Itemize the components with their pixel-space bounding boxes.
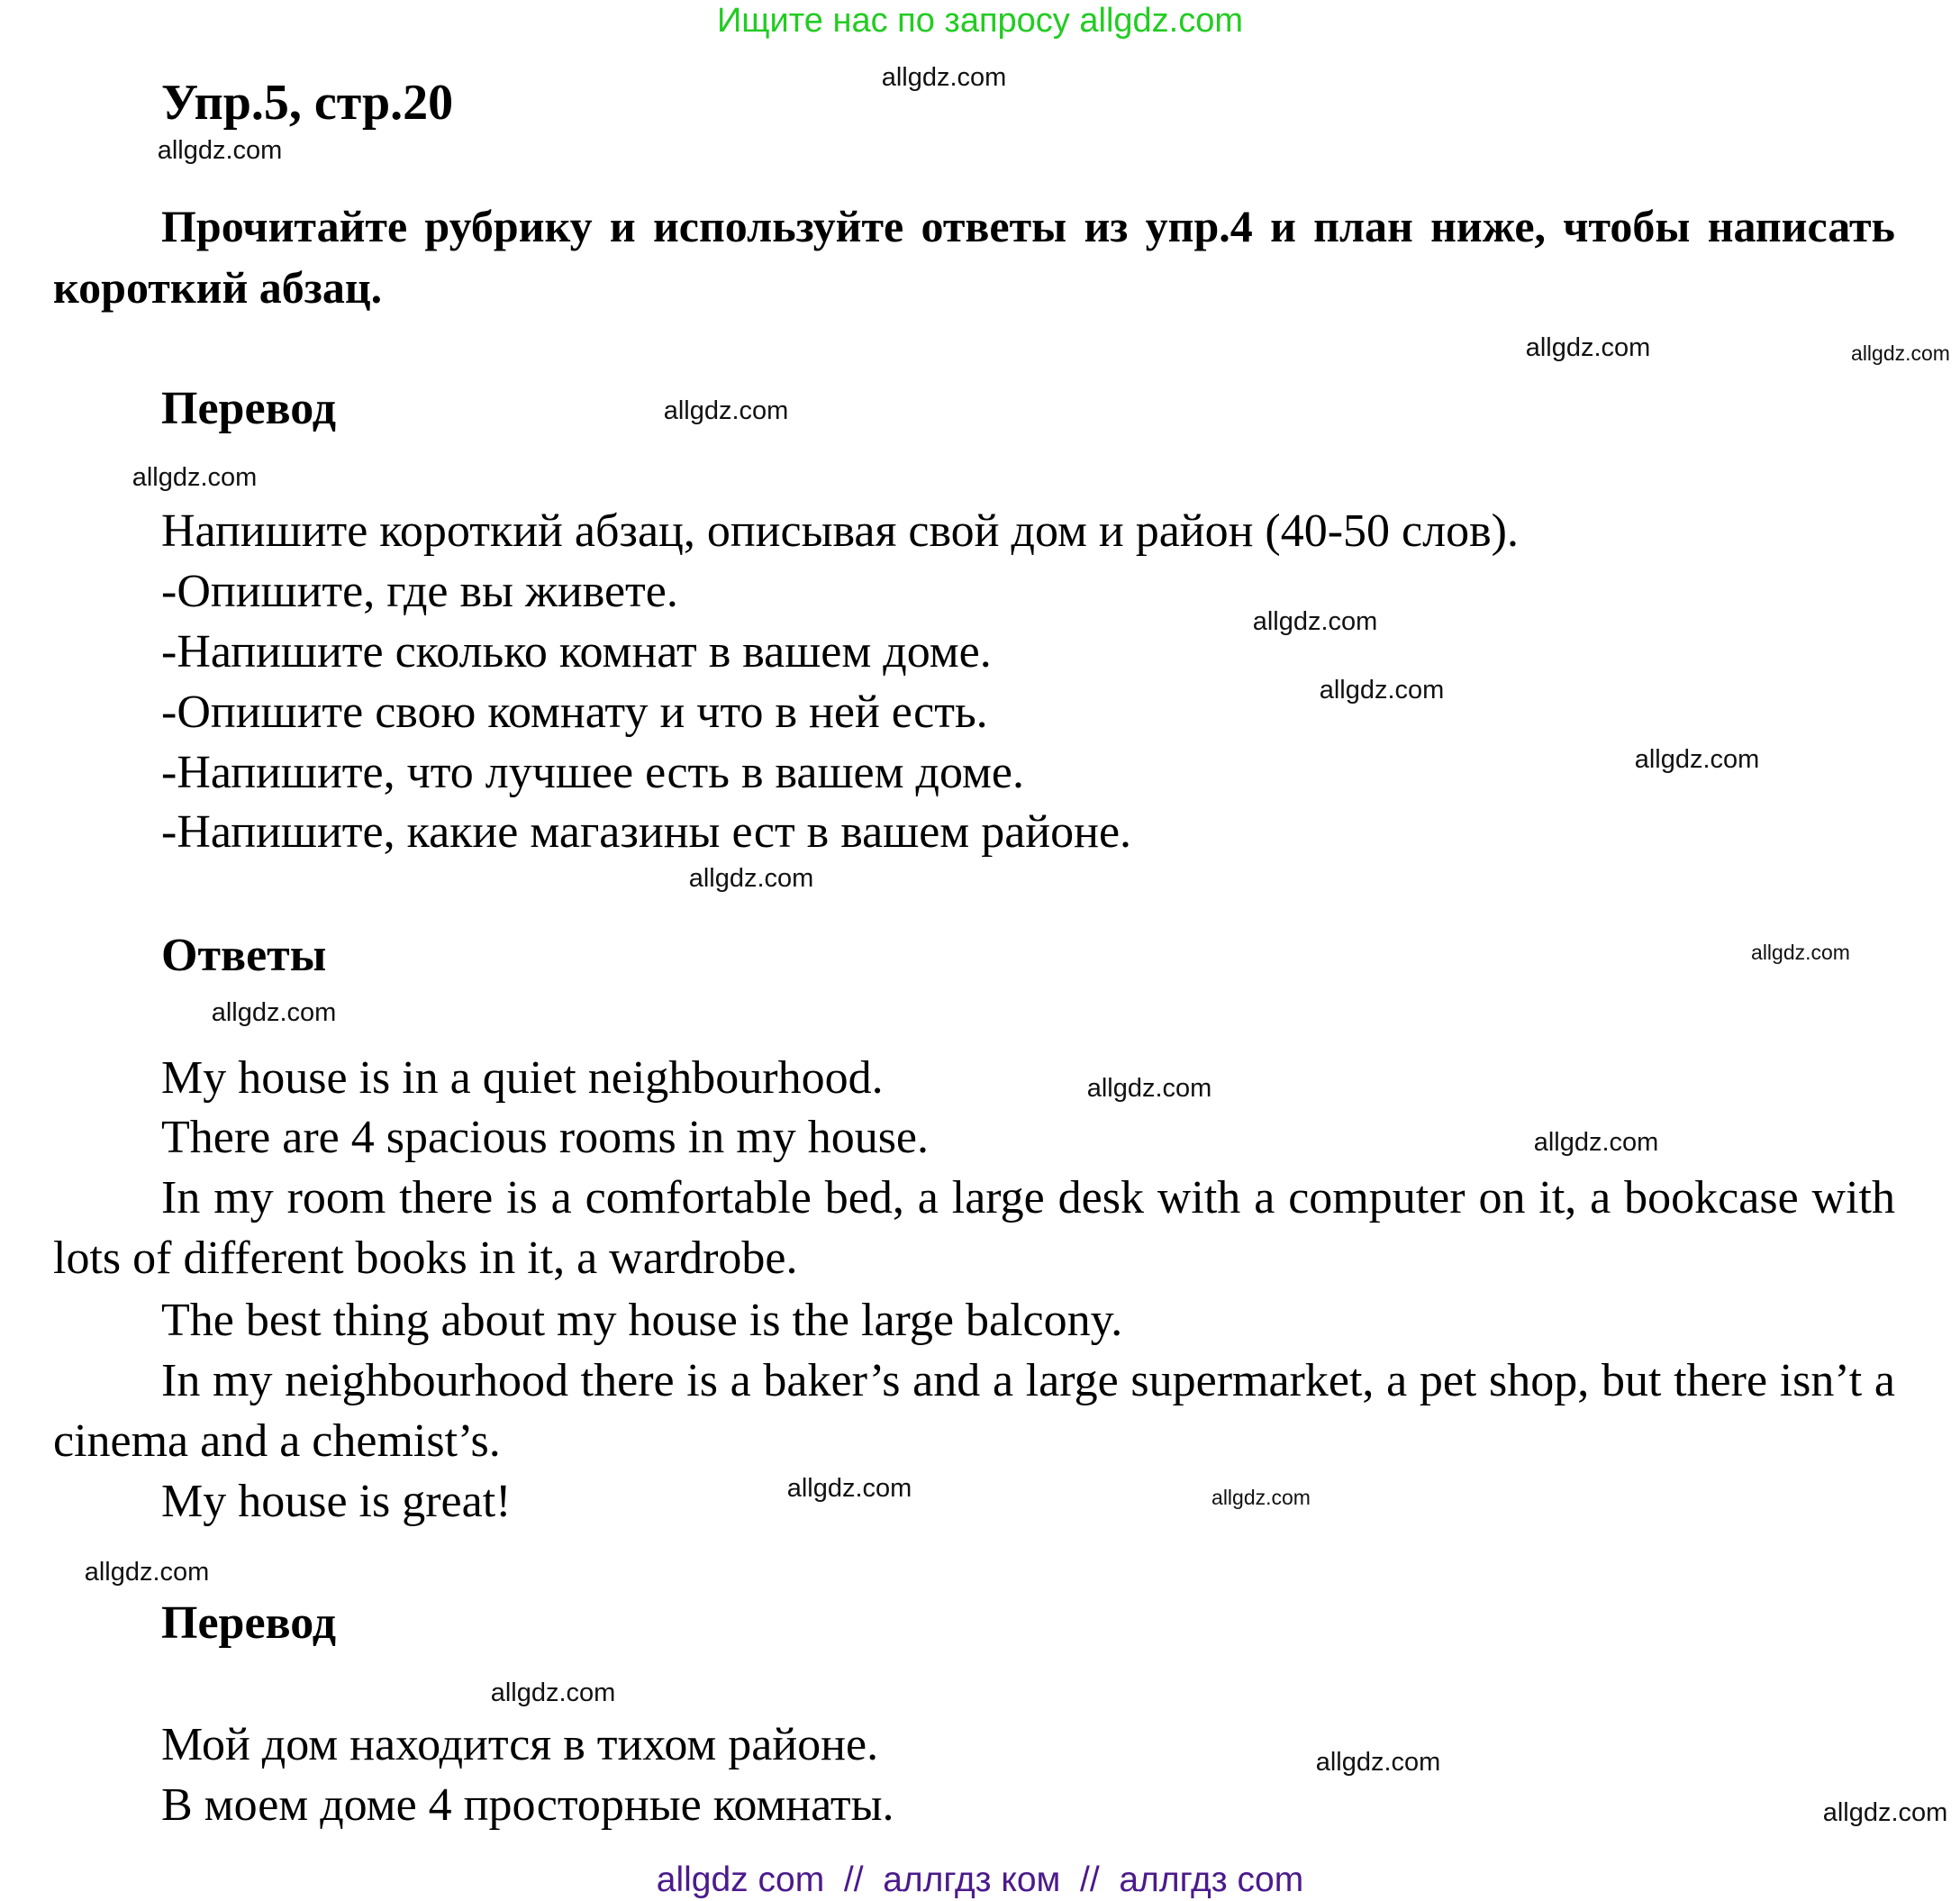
watermark: allgdz.com [1252,607,1378,636]
task-line: -Опишите, где вы живете. [161,566,678,617]
watermark: allgdz.com [1525,333,1651,362]
watermark: allgdz.com [1822,1798,1948,1827]
watermark: allgdz.com [1315,1748,1441,1777]
translation-line: Мой дом находится в тихом районе. [161,1719,879,1770]
watermark: allgdz.com [881,63,1007,92]
translation-line: В моем доме 4 просторные комнаты. [161,1779,894,1831]
search-banner: Ищите нас по запросу allgdz.com [716,2,1243,40]
watermark: allgdz.com [132,463,258,492]
answers-heading: Ответы [161,930,327,981]
footer-links[interactable]: allgdz com // аллгдз ком // аллгдз com [656,1860,1304,1899]
translation-heading: Перевод [161,1597,337,1649]
exercise-instruction: Прочитайте рубрику и используйте ответы из упр.4 и план ниже, чтобы написать короткий абзац. [53,201,1895,313]
task-line: -Опишите свою комнату и что в ней есть. [161,687,988,738]
watermark: allgdz.com [1319,676,1445,705]
answer-paragraph: In my neighbourhood there is a baker’s and a large supermarket, a pet shop, but there isn’t a cinema and a chemist’s. [53,1355,1895,1467]
task-line: -Напишите, что лучшее есть в вашем доме. [161,747,1024,798]
watermark: allgdz.com [1086,1074,1212,1103]
answer-line: There are 4 spacious rooms in my house. [161,1112,930,1163]
task-line: Напишите короткий абзац, описывая свой дом и район (40-50 слов). [161,505,1519,557]
watermark: allgdz.com [1634,745,1760,774]
translation-heading: Перевод [161,383,337,434]
watermark: allgdz.com [688,864,814,893]
task-line: -Напишите сколько комнат в вашем доме. [161,626,992,678]
watermark: allgdz.com [211,998,337,1027]
task-line: -Напишите, какие магазины ест в вашем районе. [161,806,1132,858]
answer-paragraph: In my room there is a comfortable bed, a large desk with a computer on it, a bookcase with lots of different books in it, a wardrobe. [53,1172,1895,1284]
watermark: allgdz.com [84,1558,210,1587]
exercise-title: Упр.5, стр.20 [161,75,454,131]
answer-line: My house is great! [161,1476,512,1527]
answer-line: My house is in a quiet neighbourhood. [161,1052,884,1104]
watermark: allgdz.com [490,1678,616,1707]
answer-line: The best thing about my house is the large balcony. [161,1295,1123,1346]
watermark: allgdz.com [663,396,789,425]
watermark: allgdz.com [1211,1486,1311,1509]
watermark: allgdz.com [1851,341,1950,365]
watermark: allgdz.com [786,1474,912,1503]
watermark: allgdz.com [1751,941,1850,964]
watermark: allgdz.com [1533,1128,1659,1157]
watermark: allgdz.com [157,136,283,165]
